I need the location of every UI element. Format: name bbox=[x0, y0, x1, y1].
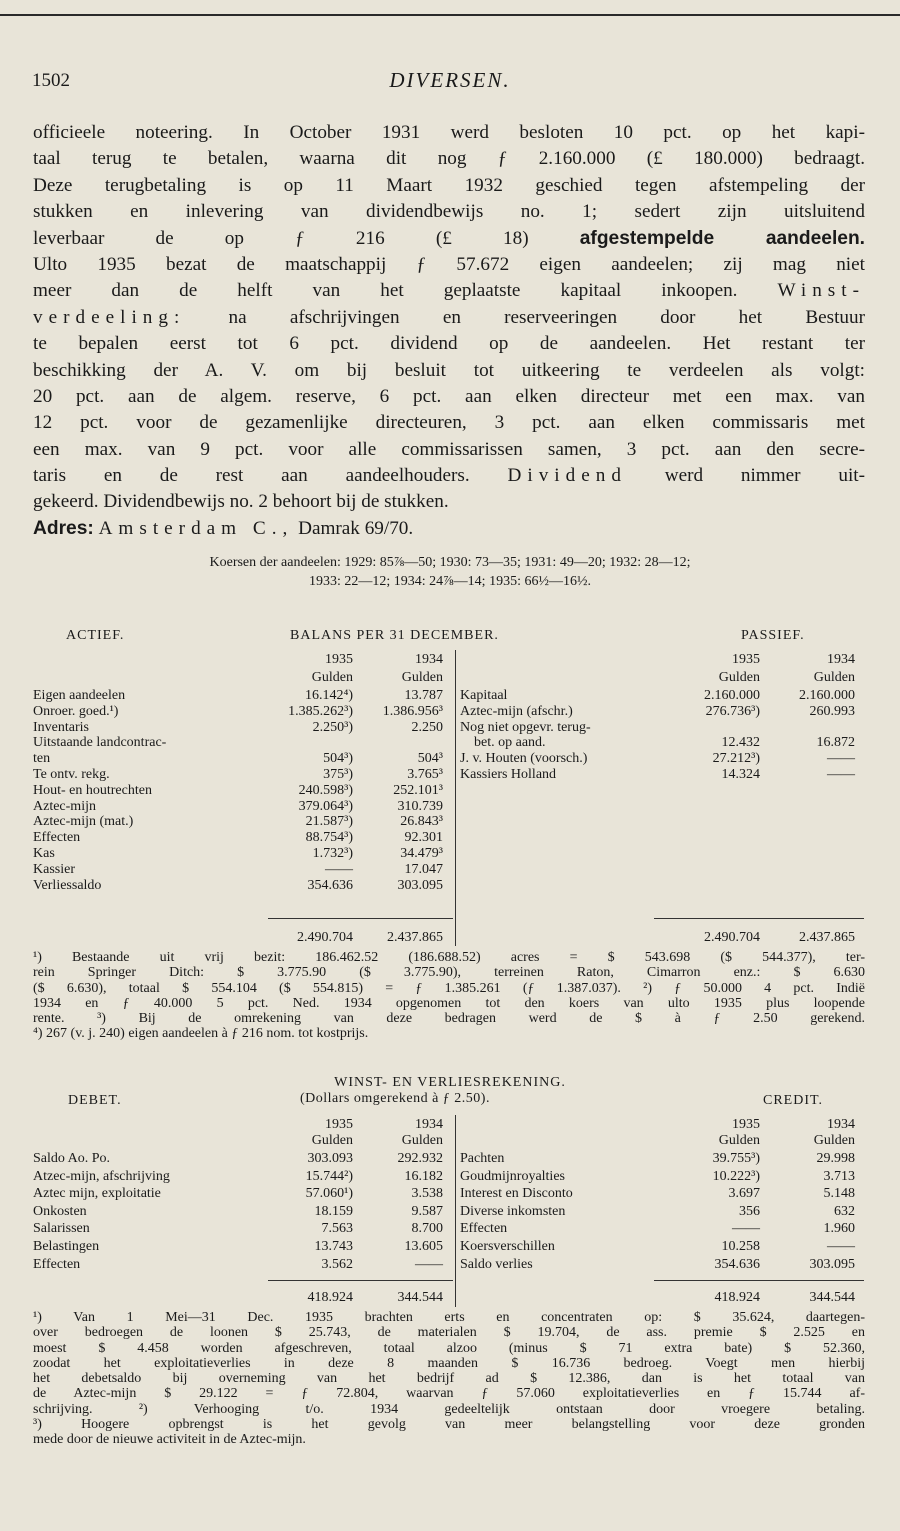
row-value-1935: 13.743 bbox=[314, 1239, 353, 1254]
row-value-1935: 375³) bbox=[323, 767, 353, 782]
row-value-1934: 3.713 bbox=[823, 1168, 855, 1184]
text-line bbox=[33, 305, 865, 331]
row-value-1935: 10.258 bbox=[721, 1239, 760, 1254]
row-label: Belastingen bbox=[33, 1239, 100, 1254]
row-label: Kapitaal bbox=[460, 688, 508, 703]
year-header: 1934 bbox=[827, 652, 855, 667]
company-description bbox=[33, 120, 865, 542]
row-label: ten bbox=[33, 751, 51, 767]
row-value-1935: 14.324 bbox=[721, 767, 760, 782]
row-label: Salarissen bbox=[33, 1221, 90, 1237]
row-value-1934: 26.843³ bbox=[400, 814, 443, 830]
unit-header: Gulden bbox=[718, 1133, 760, 1148]
total-value: 418.924 bbox=[307, 1290, 353, 1305]
total-rule bbox=[268, 1280, 453, 1281]
credit-title: CREDIT. bbox=[763, 1093, 824, 1108]
row-value-1934: 2.250 bbox=[411, 719, 443, 735]
address-street: Damrak 69/70. bbox=[298, 517, 414, 539]
footnote-line: zoodat het exploitatieverlies in deze 8 maanden $ 16.736 bedroeg. Voegt men hierbij bbox=[33, 1355, 865, 1371]
text-line: Ulto 1935 bezat de maatschappij ƒ 57.672 eigen aandeelen; zij mag niet bbox=[33, 253, 865, 275]
row-value-1935: 15.744²) bbox=[305, 1168, 353, 1184]
footnote-line: ¹) Bestaande uit vrij bezit: 186.462.52 (186.688.52) acres = $ 543.698 ($ 544.377), ter- bbox=[33, 950, 865, 965]
row-value-1934: —— bbox=[827, 751, 855, 767]
row-value-1935: 39.755³) bbox=[712, 1151, 760, 1166]
year-header: 1935 bbox=[325, 1117, 353, 1132]
debet-title: DEBET. bbox=[68, 1093, 122, 1108]
row-value-1934: 3.538 bbox=[411, 1186, 443, 1202]
spaced-heading: Winst- bbox=[777, 280, 865, 302]
year-header: 1935 bbox=[325, 652, 353, 667]
row-label: Kassiers Holland bbox=[460, 767, 557, 782]
total-value: 2.437.865 bbox=[799, 930, 855, 945]
row-value-1934: 34.479³ bbox=[400, 846, 443, 861]
footnote-line: ⁴) 267 (v. j. 240) eigen aandeelen à ƒ 216 nom. tot kostprijs. bbox=[33, 1026, 369, 1042]
row-value-1935: 10.222³) bbox=[712, 1168, 760, 1184]
row-label: Te ontv. rekg. bbox=[33, 767, 110, 782]
row-value-1935: 18.159 bbox=[314, 1203, 353, 1219]
text-segment: na afschrijvingen en reserveeringen door het Bestuur bbox=[228, 306, 866, 328]
row-value-1935: —— bbox=[732, 1221, 760, 1237]
footnote-line: rente. ³) Bij de omrekening van deze bedragen werd de $ à ƒ 2.50 gerekend. bbox=[33, 1011, 865, 1027]
row-label: Aztec mijn, exploitatie bbox=[33, 1186, 161, 1202]
profit-loss-title: WINST- EN VERLIESREKENING. bbox=[334, 1075, 566, 1090]
footnote-line: mede door de nieuwe activiteit in de Aztec-mijn. bbox=[33, 1432, 306, 1448]
footnote-line: over bedroegen de loonen $ 25.743, de materialen $ 19.704, de ass. premie $ 2.525 en bbox=[33, 1325, 865, 1341]
row-value-1934: 92.301 bbox=[404, 830, 443, 846]
unit-header: Gulden bbox=[718, 670, 760, 685]
debet-table bbox=[33, 1117, 453, 1277]
footnote-line: de Aztec-mijn $ 29.122 = ƒ 72.804, waarvan ƒ 57.060 exploitatieverlies en ƒ 15.744 af- bbox=[33, 1386, 865, 1402]
row-value-1934: 252.101³ bbox=[393, 782, 443, 798]
row-label: Saldo verlies bbox=[460, 1256, 533, 1272]
unit-header: Gulden bbox=[401, 670, 443, 685]
emphasis-text: afgestempelde aandeelen. bbox=[579, 227, 866, 249]
balance-footnotes bbox=[33, 950, 865, 1042]
row-value-1934: 2.160.000 bbox=[799, 688, 855, 703]
total-value: 2.490.704 bbox=[704, 930, 760, 945]
row-value-1935: 88.754³) bbox=[305, 830, 353, 846]
profit-loss-subtitle: (Dollars omgerekend à ƒ 2.50). bbox=[300, 1091, 490, 1106]
row-value-1934: 9.587 bbox=[411, 1203, 443, 1219]
footnote-line: het debetsaldo bij overneming van het bedrijf ad $ 12.386, dan is het totaal van bbox=[33, 1371, 865, 1387]
text-line bbox=[33, 278, 865, 304]
row-value-1935: 3.562 bbox=[321, 1256, 353, 1272]
unit-header: Gulden bbox=[401, 1133, 443, 1148]
row-value-1934: 16.872 bbox=[816, 735, 855, 751]
passief-title: PASSIEF. bbox=[741, 628, 805, 643]
credit-table bbox=[460, 1117, 865, 1277]
address-city: Amsterdam C., bbox=[98, 517, 294, 539]
column-divider bbox=[455, 1115, 456, 1307]
row-value-1934: —— bbox=[827, 767, 855, 782]
row-value-1934: 303.095 bbox=[397, 877, 443, 893]
row-value-1935: 2.160.000 bbox=[704, 688, 760, 703]
text-line: beschikking der A. V. om bij besluit tot uitkeering te verdeelen als volgt: bbox=[33, 359, 865, 381]
row-value-1935: 354.636 bbox=[714, 1256, 760, 1272]
row-value-1935: 2.250³) bbox=[312, 719, 353, 735]
row-value-1935: 1.385.262³) bbox=[288, 703, 353, 719]
spaced-heading: Dividend bbox=[507, 465, 627, 487]
row-value-1935: 27.212³) bbox=[712, 751, 760, 767]
page-title: DIVERSEN. bbox=[389, 68, 511, 92]
actief-table bbox=[33, 652, 453, 912]
row-value-1934: 5.148 bbox=[823, 1186, 855, 1202]
row-label: Onroer. goed.¹) bbox=[33, 703, 119, 719]
row-value-1934: 1.386.956³ bbox=[382, 703, 443, 719]
share-prices-line: Koersen der aandeelen: 1929: 85⅞—50; 1930: 73—35; 1931: 49—20; 1932: 28—12; bbox=[209, 555, 691, 570]
text-line bbox=[33, 463, 865, 489]
row-value-1934: 29.998 bbox=[816, 1151, 855, 1166]
row-label: Diverse inkomsten bbox=[460, 1203, 566, 1219]
row-label: Verliessaldo bbox=[33, 877, 102, 893]
footnote-line: rein Springer Ditch: $ 3.775.90 ($ 3.775.90), terreinen Raton, Cimarron enz.: $ 6.630 bbox=[33, 965, 865, 981]
row-label: Aztec-mijn (mat.) bbox=[33, 814, 134, 830]
row-value-1935: 16.142⁴) bbox=[304, 688, 353, 703]
row-value-1934: 17.047 bbox=[404, 861, 443, 877]
footnote-line: schrijving. ²) Verhooging t/o. 1934 gedeeltelijk ontstaan door vroegere betaling. bbox=[33, 1401, 865, 1417]
row-label: Nog niet opgevr. terug- bbox=[460, 719, 591, 735]
row-label: Uitstaande landcontrac- bbox=[33, 735, 167, 751]
row-label: Saldo Ao. Po. bbox=[33, 1151, 111, 1166]
total-rule bbox=[268, 918, 453, 919]
row-value-1935: 303.093 bbox=[307, 1151, 353, 1166]
column-divider bbox=[455, 650, 456, 946]
row-value-1935: 504³) bbox=[323, 751, 353, 767]
total-value: 418.924 bbox=[714, 1290, 760, 1305]
row-value-1935: 240.598³) bbox=[298, 782, 353, 798]
row-label: Eigen aandeelen bbox=[33, 688, 126, 703]
address-label: Adres: bbox=[33, 517, 94, 539]
row-label: Atzec-mijn, afschrijving bbox=[33, 1168, 170, 1184]
row-value-1934: 260.993 bbox=[809, 703, 855, 719]
footnote-line: 1934 en ƒ 40.000 5 pct. Ned. 1934 opgenomen tot den koers van ulto 1935 plus loopende bbox=[33, 995, 865, 1011]
row-value-1935: 57.060¹) bbox=[305, 1186, 353, 1202]
row-label: Interest en Disconto bbox=[460, 1186, 573, 1202]
row-value-1935: 379.064³) bbox=[298, 798, 353, 814]
text-line: een max. van 9 pct. voor alle commissarissen samen, 3 pct. aan den secre- bbox=[33, 438, 865, 460]
row-label: J. v. Houten (voorsch.) bbox=[460, 751, 588, 767]
footnote-line: ¹) Van 1 Mei—31 Dec. 1935 brachten erts en concentraten op: $ 35.624, daartegen- bbox=[33, 1310, 865, 1325]
row-label: Kassier bbox=[33, 861, 75, 877]
text-line: Deze terugbetaling is op 11 Maart 1932 geschied tegen afstempeling der bbox=[33, 174, 865, 196]
total-value: 344.544 bbox=[809, 1290, 855, 1305]
row-label: Effecten bbox=[33, 830, 81, 846]
row-value-1935: 1.732³) bbox=[312, 846, 353, 861]
row-value-1934: 632 bbox=[834, 1203, 855, 1219]
row-value-1934: 504³ bbox=[417, 751, 443, 767]
year-header: 1934 bbox=[827, 1117, 855, 1132]
unit-header: Gulden bbox=[813, 670, 855, 685]
unit-header: Gulden bbox=[311, 1133, 353, 1148]
footnote-line: moest $ 4.458 worden afgeschreven, totaal alzoo (minus $ 71 extra bate) $ 52.360, bbox=[33, 1340, 865, 1356]
total-value: 2.490.704 bbox=[297, 930, 353, 945]
text-segment: meer dan de helft van het geplaatste kapitaal inkoopen. bbox=[33, 280, 738, 302]
passief-table bbox=[460, 652, 865, 852]
share-prices-line: 1933: 22—12; 1934: 24⅞—14; 1935: 66½—16½. bbox=[309, 574, 591, 589]
row-value-1934: 310.739 bbox=[397, 798, 443, 814]
row-label: bet. op aand. bbox=[474, 735, 546, 751]
row-label: Kas bbox=[33, 846, 55, 861]
row-value-1935: —— bbox=[325, 861, 353, 877]
row-value-1935: 356 bbox=[739, 1203, 760, 1219]
text-line: te bepalen eerst tot 6 pct. dividend op de aandeelen. Het restant ter bbox=[33, 333, 865, 355]
row-value-1934: 303.095 bbox=[809, 1256, 855, 1272]
row-value-1934: 13.787 bbox=[404, 688, 443, 703]
row-value-1935: 21.587³) bbox=[305, 814, 353, 830]
row-label: Inventaris bbox=[33, 719, 89, 735]
balance-totals bbox=[33, 930, 865, 948]
text-line: officieele noteering. In October 1931 werd besloten 10 pct. op het kapi- bbox=[33, 122, 865, 143]
text-line: gekeerd. Dividendbewijs no. 2 behoort bij de stukken. bbox=[33, 491, 449, 513]
unit-header: Gulden bbox=[311, 670, 353, 685]
address-line bbox=[33, 516, 865, 542]
year-header: 1935 bbox=[732, 652, 760, 667]
text-line: 20 pct. aan de algem. reserve, 6 pct. aan elken directeur met een max. van bbox=[33, 385, 865, 407]
row-value-1934: 8.700 bbox=[411, 1221, 443, 1237]
row-label: Pachten bbox=[460, 1151, 505, 1166]
profit-loss-footnotes bbox=[33, 1310, 865, 1448]
row-value-1934: 3.765³ bbox=[407, 767, 443, 782]
row-label: Effecten bbox=[33, 1256, 81, 1272]
year-header: 1935 bbox=[732, 1117, 760, 1132]
row-value-1934: 292.932 bbox=[397, 1151, 443, 1166]
total-rule bbox=[654, 1280, 864, 1281]
total-value: 344.544 bbox=[397, 1290, 443, 1305]
row-label: Effecten bbox=[460, 1221, 508, 1237]
text-segment: werd nimmer uit- bbox=[664, 465, 865, 487]
year-header: 1934 bbox=[415, 1117, 443, 1132]
text-line bbox=[33, 226, 865, 252]
total-value: 2.437.865 bbox=[387, 930, 443, 945]
text-segment: leverbaar de op ƒ 216 (£ 18) bbox=[33, 227, 529, 249]
row-label: Onkosten bbox=[33, 1203, 87, 1219]
year-header: 1934 bbox=[415, 652, 443, 667]
row-value-1934: 13.605 bbox=[404, 1239, 443, 1254]
row-label: Aztec-mijn bbox=[33, 798, 96, 814]
row-value-1934: 1.960 bbox=[823, 1221, 855, 1237]
row-label: Koersverschillen bbox=[460, 1239, 555, 1254]
top-rule bbox=[0, 14, 900, 16]
row-value-1935: 7.563 bbox=[321, 1221, 353, 1237]
text-line: stukken en inlevering van dividendbewijs no. 1; sedert zijn uitsluitend bbox=[33, 201, 865, 223]
footnote-line: ³) Hoogere opbrengst is het gevolg van meer belangstelling voor deze gronden bbox=[33, 1417, 865, 1433]
row-label: Hout- en houtrechten bbox=[33, 782, 152, 798]
spaced-heading: verdeeling: bbox=[33, 306, 186, 328]
row-label: Goudmijnroyalties bbox=[460, 1168, 565, 1184]
text-line: taal terug te betalen, waarna dit nog ƒ 2.160.000 (£ 180.000) bedraagt. bbox=[33, 148, 865, 170]
balance-sheet-title: BALANS PER 31 DECEMBER. bbox=[290, 628, 499, 643]
text-segment: taris en de rest aan aandeelhouders. bbox=[33, 465, 470, 487]
row-value-1935: 276.736³) bbox=[705, 703, 760, 719]
row-value-1935: 12.432 bbox=[721, 735, 760, 751]
text-line: 12 pct. voor de gezamenlijke directeuren, 3 pct. aan elken commissaris met bbox=[33, 412, 865, 434]
share-prices bbox=[0, 553, 900, 591]
row-value-1934: 16.182 bbox=[404, 1168, 443, 1184]
row-value-1934: —— bbox=[827, 1239, 855, 1254]
row-value-1934: —— bbox=[415, 1256, 443, 1272]
row-label: Aztec-mijn (afschr.) bbox=[460, 703, 573, 719]
unit-header: Gulden bbox=[813, 1133, 855, 1148]
actief-title: ACTIEF. bbox=[66, 628, 125, 643]
row-value-1935: 354.636 bbox=[307, 877, 353, 893]
profit-loss-totals bbox=[33, 1290, 865, 1308]
row-value-1935: 3.697 bbox=[728, 1186, 760, 1202]
page-number: 1502 bbox=[32, 70, 70, 91]
total-rule bbox=[654, 918, 864, 919]
footnote-line: ($ 6.630), totaal $ 554.104 ($ 554.815) = ƒ 1.385.261 (ƒ 1.387.037). ²) ƒ 50.000 4 pct. Indië bbox=[33, 980, 865, 996]
